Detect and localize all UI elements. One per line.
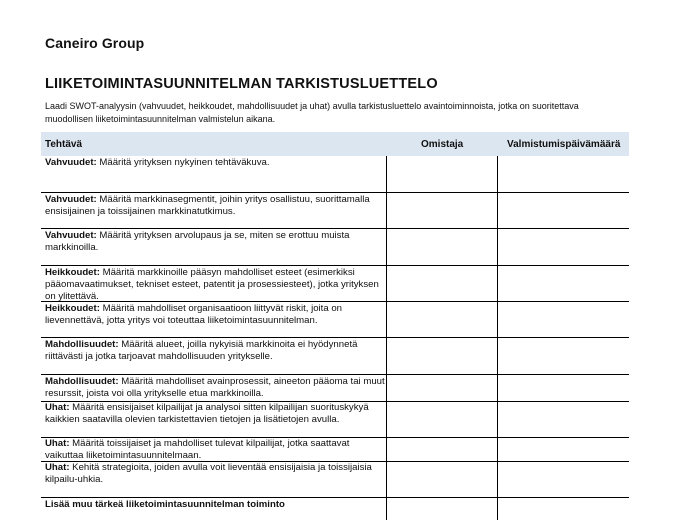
task-category: Vahvuudet: — [45, 157, 97, 168]
table-header — [41, 132, 629, 156]
column-header-owner: Omistaja — [421, 139, 464, 150]
intro-text: Laadi SWOT-analyysin (vahvuudet, heikkoudet, mahdollisuudet ja uhat) avulla tarkistusluettelo avaintoiminnoista, jotka on suoritettava muodollisen liiketoimintasuunnitelman valmistelun aikana. — [45, 101, 579, 124]
task-text: Määritä toissijaiset ja mahdolliset tulevat kilpailijat, jotka saattavat vaikuttaa liiketoimintasuunnitelmaan. — [45, 438, 350, 461]
table-row — [45, 438, 385, 462]
task-category: Uhat: — [45, 402, 70, 413]
column-divider — [497, 156, 498, 520]
table-row — [45, 194, 385, 218]
task-text: Kehitä strategioita, joiden avulla voit lieventää ensisijaisia ja toissijaisia kilpailu-uhkia. — [45, 462, 372, 485]
task-text: Määritä yrityksen arvolupaus ja se, miten se erottuu muista markkinoilla. — [45, 230, 350, 253]
table-row-add-other: Lisää muu tärkeä liiketoimintasuunnitelman toiminto — [45, 499, 285, 510]
task-text: Määritä alueet, joilla nykyisiä markkinoita ei hyödynnetä riittävästi ja jotka tarjoavat mahdollisuuden yritykselle. — [45, 339, 358, 362]
row-divider — [41, 265, 629, 266]
task-text: Määritä markkinasegmentit, joihin yritys osallistuu, suorittamalla ensisijainen ja toissijainen markkinatutkimus. — [45, 194, 370, 217]
column-header-task: Tehtävä — [45, 139, 83, 150]
task-text: Määritä mahdolliset avainprosessit, aineeton pääoma tai muut resurssit, joista voi olla yritykselle etua markkinoilla. — [45, 376, 385, 399]
row-divider — [41, 192, 629, 193]
task-category: Mahdollisuudet: — [45, 339, 119, 350]
row-divider — [41, 497, 629, 498]
row-divider — [41, 228, 629, 229]
task-category: Vahvuudet: — [45, 194, 97, 205]
task-text: Määritä yrityksen nykyinen tehtäväkuva. — [96, 157, 270, 168]
table-row — [45, 303, 385, 327]
task-text: Määritä ensisijaiset kilpailijat ja analysoi sitten kilpailijan suorituskykyä kaikkien saatavilla olevien tarkistettavien tietojen ja lisätietojen avulla. — [45, 402, 369, 425]
column-header-date: Valmistumispäivämäärä — [507, 139, 621, 150]
document-title: LIIKETOIMINTASUUNNITELMAN TARKISTUSLUETTELO — [45, 76, 438, 92]
task-text: Määritä mahdolliset organisaatioon liittyvät riskit, joita on lievennettävä, jotta yritys voi toteuttaa liiketoimintasuunnitelman. — [45, 303, 343, 326]
table-row — [45, 402, 385, 426]
task-category: Uhat: — [45, 462, 70, 473]
table-row — [45, 230, 385, 254]
task-category: Uhat: — [45, 438, 70, 449]
task-category: Heikkoudet: — [45, 303, 100, 314]
company-name: Caneiro Group — [45, 35, 145, 51]
table-row — [45, 376, 385, 400]
table-row — [45, 462, 385, 486]
column-divider — [386, 156, 387, 520]
row-divider — [41, 337, 629, 338]
task-category: Mahdollisuudet: — [45, 376, 119, 387]
task-category: Vahvuudet: — [45, 230, 97, 241]
table-row — [45, 157, 385, 169]
task-text: Määritä markkinoille pääsyn mahdolliset esteet (esimerkiksi pääomavaatimukset, tekniset esteet, patentit ja prosessiesteet), jotka yrityksen on ylitettävä. — [45, 267, 379, 302]
table-row — [45, 267, 385, 303]
row-divider — [41, 374, 629, 375]
task-category: Heikkoudet: — [45, 267, 100, 278]
table-row — [45, 339, 385, 363]
